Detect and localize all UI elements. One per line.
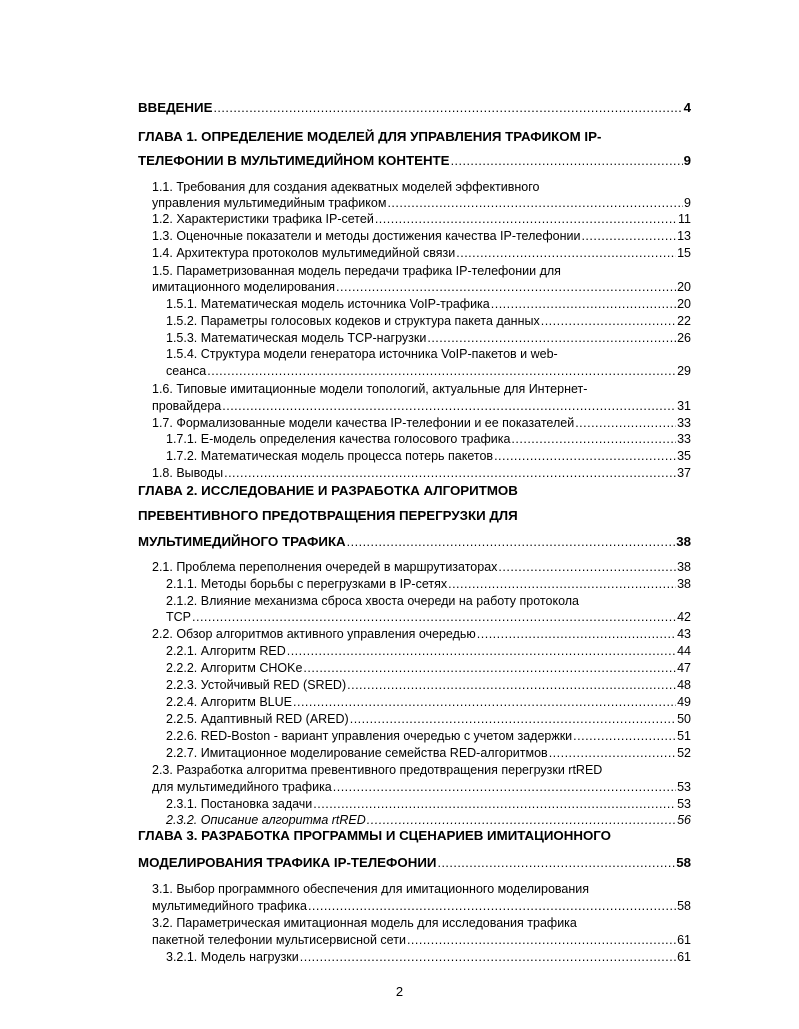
dot-leader — [387, 196, 683, 210]
toc-page-number: 35 — [677, 449, 691, 463]
toc-section-1-7-2 — [166, 449, 691, 463]
toc-section-2-1 — [152, 560, 691, 574]
toc-entry-label: сеанса — [166, 364, 207, 378]
toc-page-number: 9 — [683, 153, 691, 168]
toc-section-1-1 — [152, 196, 691, 210]
toc-section-1-5 — [152, 280, 691, 294]
toc-section-2-2-4 — [166, 695, 691, 709]
dot-leader — [303, 661, 676, 675]
toc-entry-label: 2.2. Обзор алгоритмов активного управления очередью — [152, 627, 476, 641]
toc-chapter-3 — [138, 856, 691, 870]
dot-leader — [549, 746, 676, 760]
toc-entry-label: 2.3.2. Описание алгоритма rtRED — [166, 813, 366, 827]
dot-leader — [224, 466, 676, 480]
toc-page-number: 13 — [677, 229, 691, 243]
toc-section-1-8 — [152, 466, 691, 480]
toc-section-2-2 — [152, 627, 691, 641]
toc-page-number: 51 — [677, 729, 691, 743]
toc-entry-label: 2.2.7. Имитационное моделирование семейства RED-алгоритмов — [166, 746, 548, 760]
toc-entry-intro — [138, 101, 691, 115]
toc-entry-label: ТЕЛЕФОНИИ В МУЛЬТИМЕДИЙНОМ КОНТЕНТЕ — [138, 153, 450, 168]
dot-leader — [511, 432, 676, 446]
dot-leader — [451, 154, 683, 168]
toc-page-number: 53 — [677, 797, 691, 811]
toc-section-1-4 — [152, 246, 691, 260]
toc-section-1-5-2 — [166, 314, 691, 328]
toc-section-1-5-4 — [166, 364, 691, 378]
toc-page-number: 56 — [677, 813, 691, 827]
toc-entry-label: 1.7.2. Математическая модель процесса потерь пакетов — [166, 449, 494, 463]
toc-entry-label: 2.2.6. RED-Boston - вариант управления очередью с учетом задержки — [166, 729, 573, 743]
toc-entry-label: 2.2.3. Устойчивый RED (SRED) — [166, 678, 347, 692]
toc-page-number: 22 — [677, 314, 691, 328]
toc-section-3-2-1 — [166, 950, 691, 964]
toc-page-number: 43 — [677, 627, 691, 641]
toc-entry-label: 1.5.2. Параметры голосовых кодеков и структура пакета данных — [166, 314, 540, 328]
toc-entry-label: 1.2. Характеристики трафика IP-сетей — [152, 212, 374, 226]
toc-page-number: 33 — [677, 432, 691, 446]
toc-section-2-3-line1: 2.3. Разработка алгоритма превентивного предотвращения перегрузки rtRED — [152, 763, 603, 777]
toc-section-2-1-2 — [166, 610, 691, 624]
toc-page-number: 61 — [677, 950, 691, 964]
toc-page-number: 48 — [677, 678, 691, 692]
dot-leader — [581, 229, 676, 243]
toc-page-number: 61 — [677, 933, 691, 947]
toc-entry-label: имитационного моделирования — [152, 280, 336, 294]
dot-leader — [347, 678, 676, 692]
toc-section-1-6-line1: 1.6. Типовые имитационные модели топологий, актуальные для Интернет- — [152, 382, 588, 396]
toc-section-1-7 — [152, 416, 691, 430]
toc-page-number: 47 — [677, 661, 691, 675]
toc-section-2-2-6 — [166, 729, 691, 743]
toc-section-2-3-2 — [166, 813, 691, 827]
toc-entry-label: 2.2.4. Алгоритм BLUE — [166, 695, 292, 709]
toc-entry-label: 2.2.5. Адаптивный RED (ARED) — [166, 712, 349, 726]
toc-page-number: 15 — [677, 246, 691, 260]
toc-page-number: 38 — [676, 534, 691, 549]
toc-section-3-1 — [152, 899, 691, 913]
dot-leader — [456, 246, 676, 260]
toc-section-1-3 — [152, 229, 691, 243]
toc-entry-label: 1.5.3. Математическая модель TCP-нагрузки — [166, 331, 427, 345]
toc-section-2-3-1 — [166, 797, 691, 811]
toc-section-1-5-1 — [166, 297, 691, 311]
toc-page-number: 58 — [677, 899, 691, 913]
toc-entry-label: 3.2.1. Модель нагрузки — [166, 950, 299, 964]
toc-entry-label: 1.5.1. Математическая модель источника VoIP-трафика — [166, 297, 490, 311]
toc-page-number: 50 — [677, 712, 691, 726]
toc-chapter-3-line1: ГЛАВА 3. РАЗРАБОТКА ПРОГРАММЫ И СЦЕНАРИЕВ ИМИТАЦИОННОГО — [138, 828, 612, 843]
toc-section-1-7-1 — [166, 432, 691, 446]
toc-page-number: 38 — [677, 577, 691, 591]
dot-leader — [287, 644, 676, 658]
dot-leader — [207, 364, 676, 378]
dot-leader — [367, 813, 676, 827]
toc-entry-label: 1.7.1. Е-модель определения качества голосового трафика — [166, 432, 511, 446]
toc-section-2-1-1 — [166, 577, 691, 591]
toc-page-number: 49 — [677, 695, 691, 709]
toc-page-number: 53 — [677, 780, 691, 794]
toc-page-number: 26 — [677, 331, 691, 345]
toc-entry-label: ВВЕДЕНИЕ — [138, 100, 213, 115]
toc-page-number: 9 — [684, 196, 691, 210]
dot-leader — [350, 712, 676, 726]
toc-entry-label: 2.2.2. Алгоритм CHOKe — [166, 661, 303, 675]
toc-page-number: 11 — [678, 212, 691, 226]
toc-section-3-2-line1: 3.2. Параметрическая имитационная модель для исследования трафика — [152, 916, 577, 930]
toc-section-1-2 — [152, 212, 691, 226]
dot-leader — [494, 449, 676, 463]
toc-entry-label: провайдера — [152, 399, 222, 413]
dot-leader — [222, 399, 676, 413]
dot-leader — [293, 695, 676, 709]
page-number: 2 — [395, 984, 404, 999]
toc-page-number: 44 — [677, 644, 691, 658]
toc-entry-label: пакетной телефонии мультисервисной сети — [152, 933, 406, 947]
toc-section-2-2-7 — [166, 746, 691, 760]
dot-leader — [308, 899, 676, 913]
toc-page-number: 37 — [677, 466, 691, 480]
toc-page-number: 33 — [677, 416, 691, 430]
dot-leader — [192, 610, 676, 624]
toc-page-number: 29 — [677, 364, 691, 378]
dot-leader — [407, 933, 676, 947]
toc-page-number: 52 — [677, 746, 691, 760]
toc-entry-label: TCP — [166, 610, 191, 624]
dot-leader — [427, 331, 676, 345]
dot-leader — [448, 577, 676, 591]
dot-leader — [491, 297, 676, 311]
toc-chapter-2-line2: ПРЕВЕНТИВНОГО ПРЕДОТВРАЩЕНИЯ ПЕРЕГРУЗКИ ДЛЯ — [138, 508, 518, 523]
toc-entry-label: 1.3. Оценочные показатели и методы достижения качества IP-телефонии — [152, 229, 581, 243]
toc-page-number: 58 — [676, 855, 691, 870]
toc-section-2-1-2-line1: 2.1.2. Влияние механизма сброса хвоста очереди на работу протокола — [166, 594, 580, 608]
toc-entry-label: 1.4. Архитектура протоколов мультимедийной связи — [152, 246, 456, 260]
toc-entry-label: МУЛЬТИМЕДИЙНОГО ТРАФИКА — [138, 534, 346, 549]
toc-section-1-5-4-line1: 1.5.4. Структура модели генератора источника VoIP-пакетов и web- — [166, 347, 558, 361]
toc-chapter-2-line1: ГЛАВА 2. ИССЛЕДОВАНИЕ И РАЗРАБОТКА АЛГОРИТМОВ — [138, 483, 518, 498]
toc-chapter-1 — [138, 154, 691, 168]
toc-entry-label: МОДЕЛИРОВАНИЯ ТРАФИКА IP-ТЕЛЕФОНИИ — [138, 855, 437, 870]
toc-entry-label: 1.7. Формализованные модели качества IP-телефонии и ее показателей — [152, 416, 575, 430]
toc-entry-label: для мультимедийного трафика — [152, 780, 332, 794]
toc-entry-label: 1.8. Выводы — [152, 466, 224, 480]
toc-page-number: 38 — [677, 560, 691, 574]
toc-entry-label: управления мультимедийным трафиком — [152, 196, 387, 210]
toc-section-2-2-2 — [166, 661, 691, 675]
dot-leader — [375, 212, 677, 226]
toc-section-3-2 — [152, 933, 691, 947]
toc-page-number: 20 — [677, 297, 691, 311]
dot-leader — [313, 797, 676, 811]
dot-leader — [541, 314, 676, 328]
toc-section-1-5-line1: 1.5. Параметризованная модель передачи трафика IP-телефонии для — [152, 264, 561, 278]
dot-leader — [333, 780, 676, 794]
dot-leader — [336, 280, 676, 294]
dot-leader — [300, 950, 676, 964]
toc-section-1-1-line1: 1.1. Требования для создания адекватных моделей эффективного — [152, 180, 540, 194]
dot-leader — [573, 729, 676, 743]
toc-chapter-2 — [138, 535, 691, 549]
toc-entry-label: 2.1. Проблема переполнения очередей в маршрутизаторах — [152, 560, 498, 574]
toc-section-2-2-5 — [166, 712, 691, 726]
dot-leader — [437, 856, 675, 870]
dot-leader — [477, 627, 676, 641]
dot-leader — [213, 101, 682, 115]
toc-page-number: 42 — [677, 610, 691, 624]
toc-section-2-3 — [152, 780, 691, 794]
toc-entry-label: мультимедийного трафика — [152, 899, 307, 913]
toc-section-1-5-3 — [166, 331, 691, 345]
toc-page-number: 31 — [677, 399, 691, 413]
toc-entry-label: 2.1.1. Методы борьбы с перегрузками в IP-сетях — [166, 577, 448, 591]
toc-entry-label: 2.3.1. Постановка задачи — [166, 797, 313, 811]
toc-entry-label: 2.2.1. Алгоритм RED — [166, 644, 286, 658]
toc-page-number: 4 — [683, 100, 691, 115]
toc-section-3-1-line1: 3.1. Выбор программного обеспечения для имитационного моделирования — [152, 882, 590, 896]
toc-section-2-2-3 — [166, 678, 691, 692]
toc-chapter-1-line1: ГЛАВА 1. ОПРЕДЕЛЕНИЕ МОДЕЛЕЙ ДЛЯ УПРАВЛЕНИЯ ТРАФИКОМ IP- — [138, 129, 602, 144]
toc-section-2-2-1 — [166, 644, 691, 658]
toc-page-number: 20 — [677, 280, 691, 294]
dot-leader — [575, 416, 676, 430]
dot-leader — [347, 535, 676, 549]
dot-leader — [498, 560, 676, 574]
toc-section-1-6 — [152, 399, 691, 413]
